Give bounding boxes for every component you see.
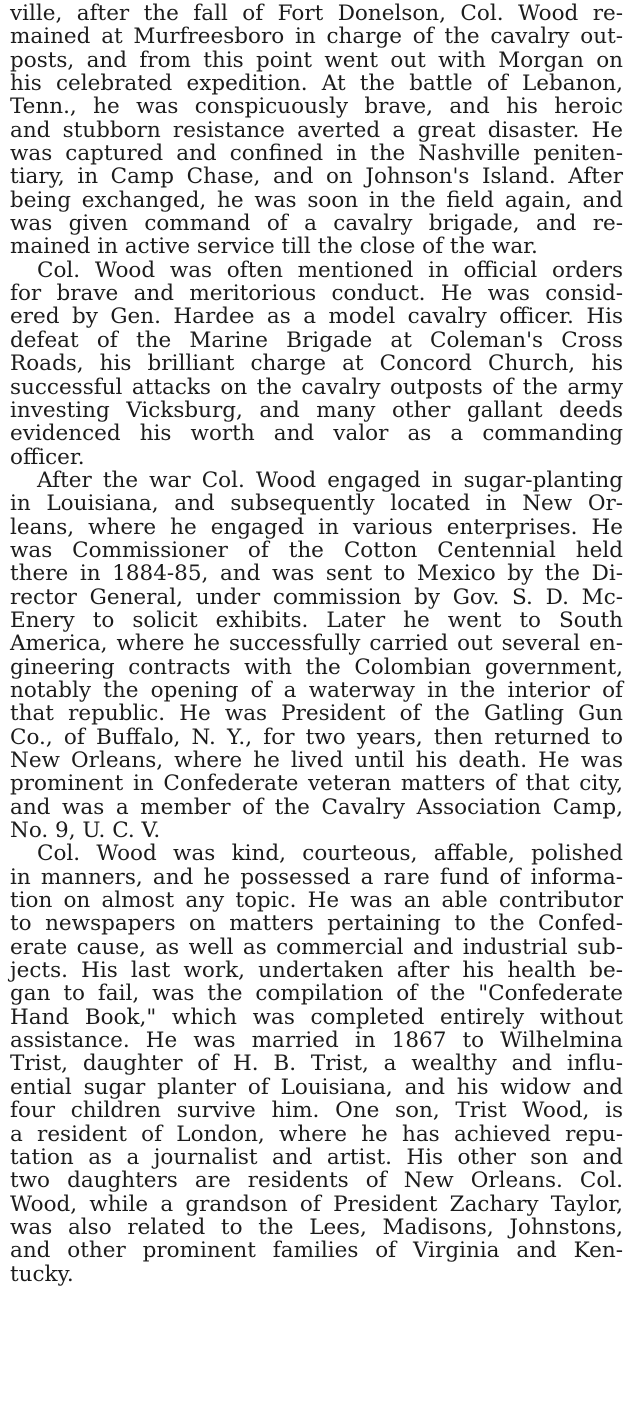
- text-line: Co., of Buffalo, N. Y., for two years, then returned to: [10, 724, 623, 750]
- text-line: being exchanged, he was soon in the field again, and: [10, 187, 623, 213]
- text-line: in Louisiana, and subsequently located in New Or-: [10, 491, 623, 517]
- text-line: was Commissioner of the Cotton Centennial held: [10, 537, 623, 563]
- text-line: to newspapers on matters pertaining to the Confed-: [10, 911, 623, 937]
- text-line: No. 9, U. C. V.: [10, 818, 161, 844]
- text-line: Trist, daughter of H. B. Trist, a wealthy and influ-: [10, 1051, 623, 1077]
- text-line: officer.: [10, 444, 85, 470]
- text-line: mained in active service till the close of the war.: [10, 234, 538, 260]
- text-line: four children survive him. One son, Trist Wood, is: [10, 1098, 623, 1124]
- text-line: jects. His last work, undertaken after his health be-: [10, 958, 623, 984]
- text-line: there in 1884-85, and was sent to Mexico by the Di-: [10, 561, 623, 587]
- text-line: Tenn., he was conspicuously brave, and his heroic: [10, 94, 623, 120]
- paragraph-1: [10, 2, 623, 259]
- text-line: that republic. He was President of the Gatling Gun: [10, 701, 623, 727]
- text-line: Hand Book," which was completed entirely without: [10, 1004, 623, 1030]
- text-line: was given command of a cavalry brigade, and re-: [10, 211, 623, 237]
- text-line: prominent in Confederate veteran matters of that city,: [10, 771, 623, 797]
- text-line: in manners, and he possessed a rare fund of informa-: [10, 864, 623, 890]
- text-line: Roads, his brilliant charge at Concord Church, his: [10, 351, 623, 377]
- text-line: successful attacks on the cavalry outposts of the army: [10, 374, 623, 400]
- text-line: ered by Gen. Hardee as a model cavalry officer. His: [10, 304, 623, 330]
- paragraph-3: [10, 469, 623, 843]
- text-line: Enery to solicit exhibits. Later he went to South: [10, 607, 623, 633]
- text-line: Wood, while a grandson of President Zachary Taylor,: [10, 1191, 623, 1217]
- paragraph-2: [10, 259, 623, 469]
- text-line: investing Vicksburg, and many other gallant deeds: [10, 397, 623, 423]
- text-line: was also related to the Lees, Madisons, Johnstons,: [10, 1214, 623, 1240]
- text-line: tiary, in Camp Chase, and on Johnson's Island. After: [10, 164, 623, 190]
- text-line: for brave and meritorious conduct. He was consid-: [10, 281, 623, 307]
- text-line: After the war Col. Wood engaged in sugar-planting: [37, 467, 623, 493]
- text-line: notably the opening of a waterway in the interior of: [10, 677, 623, 703]
- text-line: tion on almost any topic. He was an able contributor: [10, 888, 623, 914]
- text-line: Col. Wood was kind, courteous, affable, polished: [37, 841, 623, 867]
- text-line: gan to fail, was the compilation of the "Confederate: [10, 981, 623, 1007]
- text-line: rector General, under commission by Gov. S. D. Mc-: [10, 584, 623, 610]
- text-line: and was a member of the Cavalry Association Camp,: [10, 794, 623, 820]
- text-line: leans, where he engaged in various enterprises. He: [10, 514, 623, 540]
- text-line: his celebrated expedition. At the battle of Lebanon,: [10, 71, 623, 97]
- text-line: ential sugar planter of Louisiana, and his widow and: [10, 1074, 623, 1100]
- paragraph-4: [10, 842, 623, 1286]
- text-line: defeat of the Marine Brigade at Coleman's Cross: [10, 327, 623, 353]
- text-line: ville, after the fall of Fort Donelson, Col. Wood re-: [10, 1, 623, 26]
- text-line: was captured and confined in the Nashville peniten-: [10, 141, 623, 167]
- document-page: [10, 2, 623, 1286]
- text-line: two daughters are residents of New Orleans. Col.: [10, 1168, 623, 1194]
- text-line: gineering contracts with the Colombian government,: [10, 654, 623, 680]
- text-line: and stubborn resistance averted a great disaster. He: [10, 117, 623, 143]
- text-line: and other prominent families of Virginia and Ken-: [10, 1238, 623, 1264]
- text-line: a resident of London, where he has achieved repu-: [10, 1121, 623, 1147]
- text-line: New Orleans, where he lived until his death. He was: [10, 748, 623, 773]
- text-line: assistance. He was married in 1867 to Wilhelmina: [10, 1028, 623, 1054]
- text-line: America, where he successfully carried out several en-: [10, 631, 623, 657]
- text-line: erate cause, as well as commercial and industrial sub-: [10, 934, 623, 960]
- text-line: posts, and from this point went out with Morgan on: [10, 47, 623, 73]
- text-line: tation as a journalist and artist. His other son and: [10, 1144, 623, 1170]
- text-line: mained at Murfreesboro in charge of the cavalry out-: [10, 24, 623, 50]
- text-line: tucky.: [10, 1261, 74, 1287]
- text-line: Col. Wood was often mentioned in official orders: [37, 257, 623, 283]
- text-line: evidenced his worth and valor as a commanding: [10, 421, 623, 447]
